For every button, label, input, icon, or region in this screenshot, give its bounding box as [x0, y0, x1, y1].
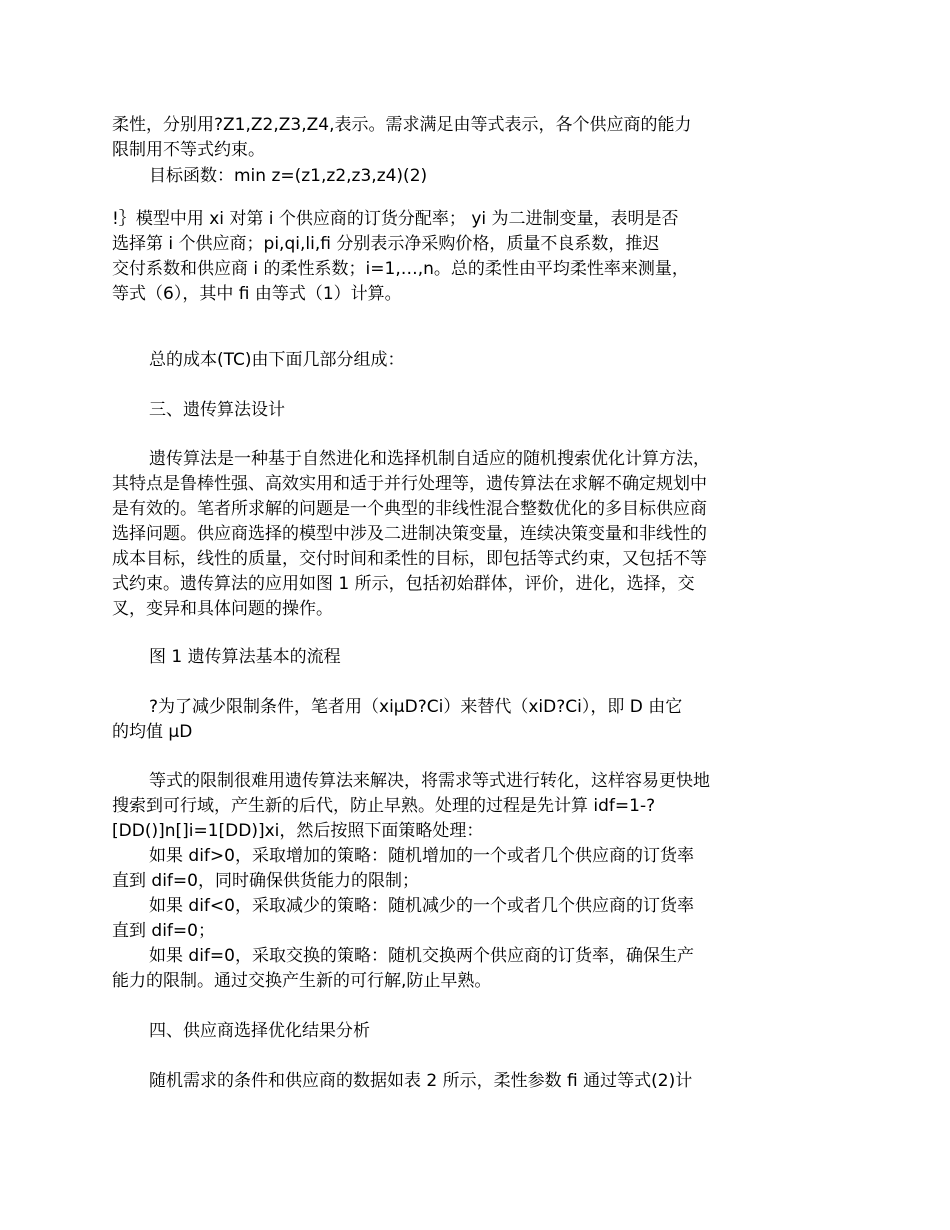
paragraph-constraint-reduction: [112, 695, 772, 745]
text-line: 其特点是鲁棒性强、高效实用和适于并行处理等，遗传算法在求解不确定规划中: [112, 474, 707, 494]
section-heading-genetic-algorithm: [112, 398, 772, 423]
text-line: 如果 dif<0，采取减少的策略：随机减少的一个或者几个供应商的订货率: [149, 896, 694, 916]
figure-caption: [112, 645, 772, 670]
text-line: 的均值 μD: [112, 722, 193, 742]
text-line: 目标函数：min z=(z1,z2,z3,z4)(2): [149, 166, 428, 186]
text-line: 成本目标，线性的质量，交付时间和柔性的目标，即包括等式约束，又包括不等: [112, 549, 707, 569]
text-line: 选择问题。供应商选择的模型中涉及二进制决策变量，连续决策变量和非线性的: [112, 524, 707, 544]
text-line: 能力的限制。通过交换产生新的可行解,防止早熟。: [112, 971, 492, 991]
text-line: 随机需求的条件和供应商的数据如表 2 所示，柔性参数 fi 通过等式(2)计: [149, 1071, 693, 1091]
text-line: 交付系数和供应商 i 的柔性系数；i=1,…,n。总的柔性由平均柔性率来测量，: [112, 259, 689, 279]
objective-function: [112, 164, 772, 189]
paragraph-results-intro: [112, 1069, 772, 1094]
paragraph-total-cost: [112, 348, 772, 373]
text-line: 柔性，分别用?Z1,Z2,Z3,Z4,表示。需求满足由等式表示，各个供应商的能力: [112, 115, 692, 135]
text-line: 图 1 遗传算法基本的流程: [149, 647, 341, 667]
text-line: 总的成本(TC)由下面几部分组成：: [149, 350, 405, 370]
text-line: 等式的限制很难用遗传算法来解决，将需求等式进行转化，这样容易更快地: [149, 771, 710, 791]
text-line: 直到 dif=0，同时确保供货能力的限制；: [112, 871, 419, 891]
text-line: 限制用不等式约束。: [112, 140, 265, 160]
paragraph-equation-handling: [112, 769, 772, 844]
text-line: [DD()]n[]i=1[DD)]xi，然后按照下面策略处理：: [112, 821, 484, 841]
text-line: 如果 dif>0，采取增加的策略：随机增加的一个或者几个供应商的订货率: [149, 846, 694, 866]
text-line: 四、供应商选择优化结果分析: [149, 1021, 370, 1041]
strategy-exchange: [112, 944, 772, 994]
text-line: 是有效的。笔者所求解的问题是一个典型的非线性混合整数优化的多目标供应商: [112, 499, 707, 519]
text-line: 搜索到可行域，产生新的后代，防止早熟。处理的过程是先计算 idf=1-?: [112, 796, 656, 816]
paragraph-model-variables: [112, 207, 772, 307]
text-line: 选择第 i 个供应商；pi,qi,li,fi 分别表示净采购价格，质量不良系数，推迟: [112, 234, 660, 254]
text-line: 叉，变异和具体问题的操作。: [112, 599, 333, 619]
paragraph-genetic-algorithm: [112, 447, 772, 622]
section-heading-results: [112, 1019, 772, 1044]
text-line: 直到 dif=0；: [112, 921, 215, 941]
text-line: !｝模型中用 xi 对第 i 个供应商的订货分配率； yi 为二进制变量，表明是否: [112, 209, 679, 229]
text-line: 如果 dif=0，采取交换的策略：随机交换两个供应商的订货率，确保生产: [149, 946, 694, 966]
strategy-increase: [112, 844, 772, 894]
text-line: 等式（6），其中 fi 由等式（1）计算。: [112, 284, 402, 304]
text-line: ?为了减少限制条件，笔者用（xiμD?Ci）来替代（xiD?Ci），即 D 由它: [149, 697, 683, 717]
text-line: 遗传算法是一种基于自然进化和选择机制自适应的随机搜索优化计算方法，: [149, 449, 710, 469]
text-line: 三、遗传算法设计: [149, 400, 285, 420]
paragraph-flexibility-notation: [112, 113, 772, 163]
text-line: 式约束。遗传算法的应用如图 1 所示，包括初始群体，评价，进化，选择，交: [112, 574, 695, 594]
strategy-decrease: [112, 894, 772, 944]
